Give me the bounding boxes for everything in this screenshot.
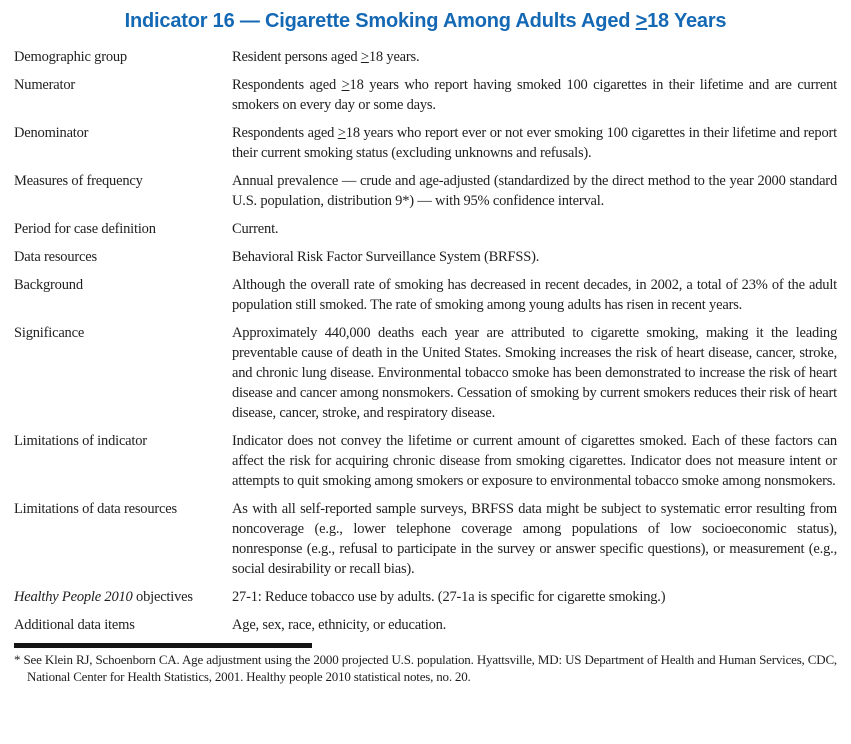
- row-label: Period for case definition: [14, 221, 156, 237]
- row-value: Age, sex, race, ethnicity, or education.: [232, 617, 447, 633]
- table-row: [14, 431, 837, 491]
- row-label: Significance: [14, 325, 85, 341]
- row-label: Data resources: [14, 249, 97, 265]
- row-label: Background: [14, 277, 83, 293]
- row-value: As with all self-reported sample surveys, BRFSS data might be subject to systematic error resulting from noncoverage (e.g., lower telephone coverage among populations of low socioeconomic status), nonresponse (e.g., refusal to participate in the survey or answer specific questions), or measurement (e.g., social desirability or recall bias).: [232, 501, 837, 577]
- row-label: Denominator: [14, 125, 89, 141]
- table-row: [14, 75, 837, 115]
- table-row: [14, 247, 837, 267]
- row-label: Numerator: [14, 77, 76, 93]
- definition-table: [14, 47, 837, 635]
- row-label-italic-part: Healthy People 2010: [14, 589, 133, 605]
- row-value: Current.: [232, 221, 279, 237]
- row-label: Measures of frequency: [14, 173, 143, 189]
- table-row: [14, 123, 837, 163]
- row-label: Additional data items: [14, 617, 135, 633]
- row-label: Demographic group: [14, 49, 127, 65]
- row-value: Approximately 440,000 deaths each year are attributed to cigarette smoking, making it the leading preventable cause of death in the United States. Smoking increases the risk of heart disease, cancer, stroke, and chronic lung disease. Environmental tobacco smoke has been demonstrated to increase the risk of heart disease and cancer among nonsmokers. Cessation of smoking by current smokers reduces their risk of heart disease, cancer, stroke, and respiratory disease.: [232, 325, 837, 421]
- table-row: [14, 615, 837, 635]
- footnote-rule: [14, 643, 312, 648]
- footnote-text: See Klein RJ, Schoenborn CA. Age adjustment using the 2000 projected U.S. population. Hyattsville, MD: US Department of Health and Human Services, CDC, National Center for Health Statistics, 2001. Healthy people 2010 statistical notes, no. 20.: [23, 652, 837, 684]
- row-value: Respondents aged >18 years who report ever or not ever smoking 100 cigarettes in their lifetime and report their current smoking status (excluding unknowns and refusals).: [232, 125, 837, 161]
- table-row: [14, 499, 837, 579]
- row-value: Behavioral Risk Factor Surveillance System (BRFSS).: [232, 249, 540, 265]
- row-label: Limitations of data resources: [14, 501, 177, 517]
- table-row: [14, 47, 837, 67]
- row-value: Indicator does not convey the lifetime or current amount of cigarettes smoked. Each of these factors can affect the risk for acquiring chronic disease from smoking cigarettes. Indicator does not measure intent or attempts to quit smoking among smokers or exposure to environmental tobacco smoke among nonsmokers.: [232, 433, 837, 489]
- table-row: [14, 275, 837, 315]
- table-row: [14, 171, 837, 211]
- row-label: Limitations of indicator: [14, 433, 147, 449]
- table-row: [14, 587, 837, 607]
- footnote-marker: *: [14, 652, 21, 667]
- row-value: 27-1: Reduce tobacco use by adults. (27-1a is specific for cigarette smoking.): [232, 589, 666, 605]
- row-value: Respondents aged >18 years who report having smoked 100 cigarettes in their lifetime and are current smokers on every day or some days.: [232, 77, 837, 113]
- footnote: [14, 652, 837, 685]
- page-title: Indicator 16 — Cigarette Smoking Among Adults Aged >18 Years: [124, 10, 727, 32]
- row-value: Annual prevalence — crude and age-adjusted (standardized by the direct method to the year 2000 standard U.S. population, distribution 9*) — with 95% confidence interval.: [232, 173, 837, 209]
- table-row: [14, 219, 837, 239]
- row-label: [14, 587, 232, 607]
- row-label-rest: objectives: [132, 589, 193, 605]
- row-value: Although the overall rate of smoking has decreased in recent decades, in 2002, a total of 23% of the adult population still smoked. The rate of smoking among young adults has risen in recent years.: [232, 277, 837, 313]
- table-row: [14, 323, 837, 423]
- row-value: Resident persons aged >18 years.: [232, 49, 420, 65]
